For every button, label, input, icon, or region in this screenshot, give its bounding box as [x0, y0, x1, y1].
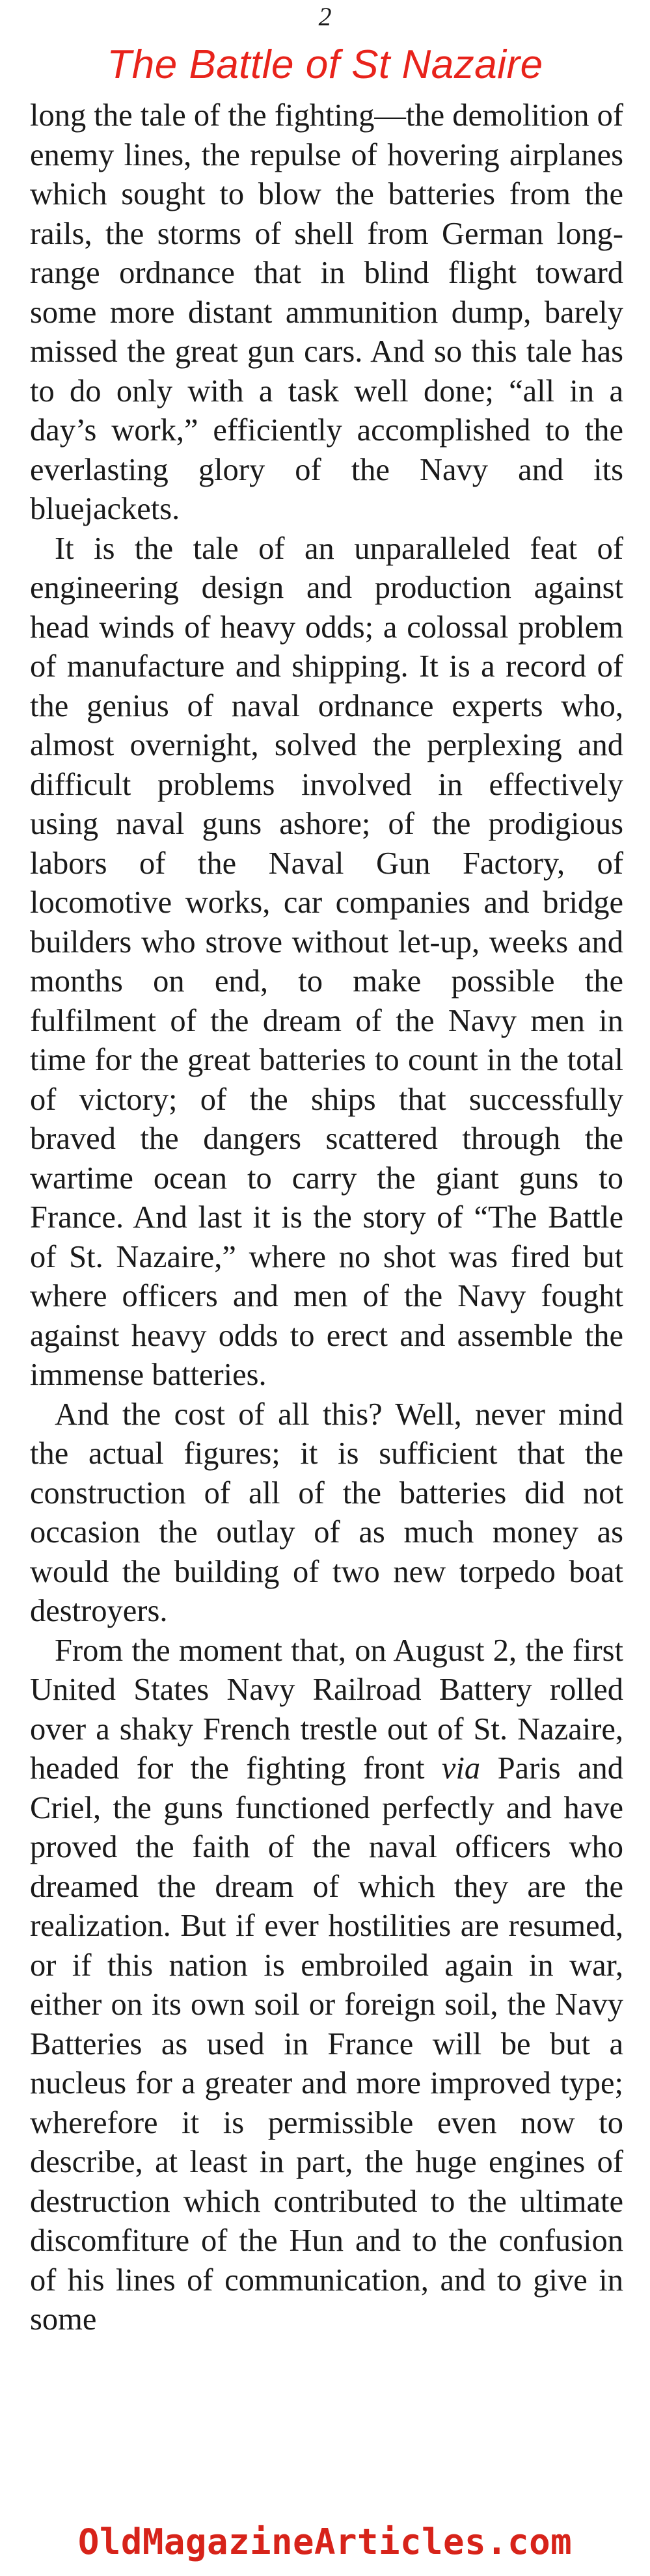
paragraph-4-end: Paris and Criel, the guns functioned perfectly and have proved the faith of the naval officers who dreamed the dream of which they are the realization. But if ever hostilities are resumed, or if this nation is embroiled again in war, either on its own soil or foreign soil, the Navy Batteries as used in France will be but a nucleus for a greater and more improved type; wherefore it is permissible even now to describe, at least in part, the huge engines of destruction which contributed to the ultimate discomfiture of the Hun and to the confusion of his lines of communication, and to give in some	[30, 1751, 623, 2337]
paragraph-4	[30, 1631, 623, 2340]
article-title: The Battle of St Nazaire	[107, 42, 543, 87]
paragraph-3: And the cost of all this? Well, never mind the actual figures; it is sufficient that the construction of all of the batteries did not occasion the outlay of as much money as would the building of two new torpedo boat destroyers.	[30, 1397, 623, 1628]
article-body	[30, 96, 623, 2511]
site-credit: OldMagazineArticles.com	[77, 2521, 573, 2562]
paragraph-1: long the tale of the fighting—the demolition of enemy lines, the repulse of hovering airplanes which sought to blow the batteries from the rails, the storms of shell from German long-range ordnance that in blind flight toward some more distant ammunition dump, barely missed the great gun cars. And so this tale has to do only with a task well done; “all in a day’s work,” efficiently accomplished to the everlasting glory of the Navy and its bluejackets.	[30, 98, 623, 526]
paragraph-4-italic-via: via	[441, 1751, 481, 1786]
paragraph-2: It is the tale of an unparalleled feat of engineering design and production against head winds of heavy odds; a colossal problem of manufacture and shipping. It is a record of the genius of naval ordnance experts who, almost overnight, solved the perplexing and difficult problems involved in effectively using naval guns ashore; of the prodigious labors of the Naval Gun Factory, of locomotive works, car companies and bridge builders who strove without let-up, weeks and months on end, to make possible the fulfilment of the dream of the Navy men in time for the great batteries to count in the total of victory; of the ships that successfully braved the dangers scattered through the wartime ocean to carry the giant guns to France. And last it is the story of “The Battle of St. Nazaire,” where no shot was fired but where officers and men of the Navy fought against heavy odds to erect and assemble the immense batteries.	[30, 531, 623, 1392]
paragraph-4-start: From the moment that, on August 2, the first United States Navy Railroad Battery rolled over a shaky French trestle out of St. Nazaire, headed for the fighting front	[30, 1633, 623, 1786]
page-number: 2	[318, 2, 332, 31]
